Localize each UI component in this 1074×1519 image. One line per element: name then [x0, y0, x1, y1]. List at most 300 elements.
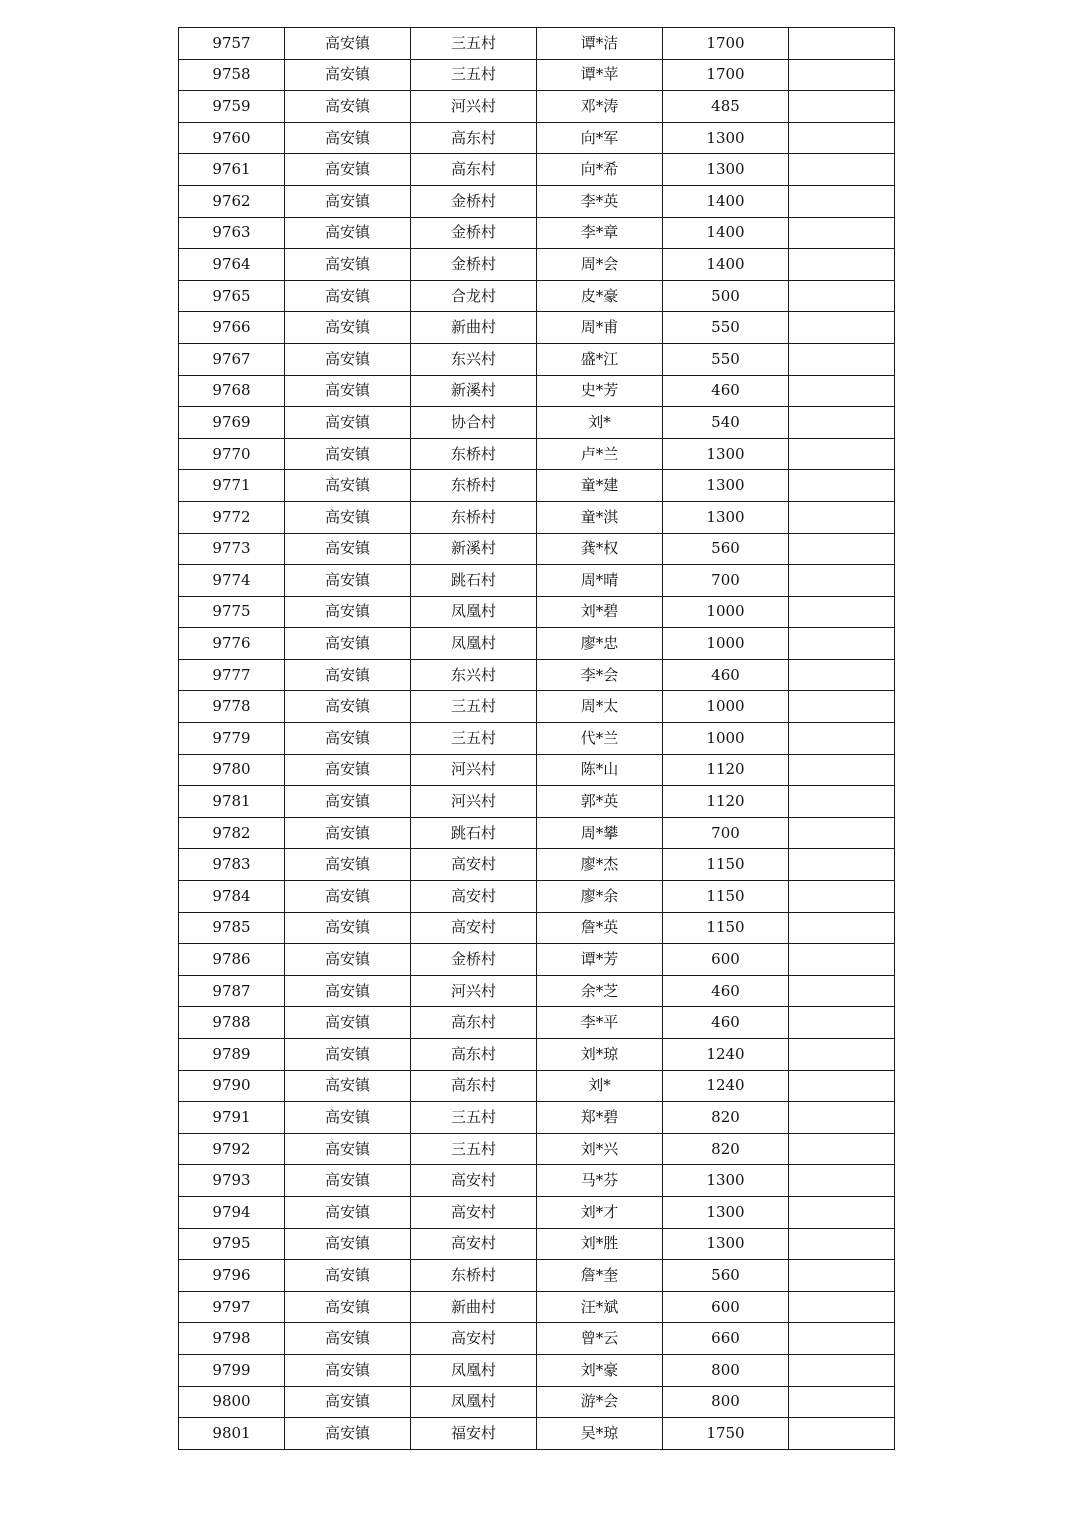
table-row: [179, 185, 895, 217]
serial-number-cell: 9779: [179, 723, 285, 755]
serial-number-cell: 9792: [179, 1133, 285, 1165]
table-row: [179, 407, 895, 439]
village-cell: 金桥村: [411, 249, 537, 281]
table-row: [179, 786, 895, 818]
town-cell: 高安镇: [285, 185, 411, 217]
remark-cell: [789, 438, 895, 470]
table-row: [179, 249, 895, 281]
amount-cell: 1300: [663, 470, 789, 502]
remark-cell: [789, 1070, 895, 1102]
amount-cell: 1300: [663, 501, 789, 533]
name-cell: 刘*兴: [537, 1133, 663, 1165]
amount-cell: 1000: [663, 628, 789, 660]
table-row: [179, 280, 895, 312]
serial-number-cell: 9794: [179, 1196, 285, 1228]
table-row: [179, 1260, 895, 1292]
remark-cell: [789, 1102, 895, 1134]
serial-number-cell: 9795: [179, 1228, 285, 1260]
town-cell: 高安镇: [285, 1165, 411, 1197]
village-cell: 河兴村: [411, 786, 537, 818]
village-cell: 东桥村: [411, 501, 537, 533]
village-cell: 新曲村: [411, 1291, 537, 1323]
town-cell: 高安镇: [285, 1386, 411, 1418]
table-row: [179, 1039, 895, 1071]
table-row: [179, 501, 895, 533]
amount-cell: 1000: [663, 691, 789, 723]
serial-number-cell: 9765: [179, 280, 285, 312]
town-cell: 高安镇: [285, 944, 411, 976]
town-cell: 高安镇: [285, 1323, 411, 1355]
remark-cell: [789, 185, 895, 217]
town-cell: 高安镇: [285, 1070, 411, 1102]
remark-cell: [789, 849, 895, 881]
table-row: [179, 343, 895, 375]
amount-cell: 1150: [663, 912, 789, 944]
town-cell: 高安镇: [285, 817, 411, 849]
village-cell: 金桥村: [411, 185, 537, 217]
name-cell: 廖*余: [537, 881, 663, 913]
amount-cell: 1300: [663, 1196, 789, 1228]
name-cell: 周*会: [537, 249, 663, 281]
village-cell: 东桥村: [411, 470, 537, 502]
name-cell: 刘*: [537, 407, 663, 439]
amount-cell: 820: [663, 1102, 789, 1134]
village-cell: 三五村: [411, 59, 537, 91]
remark-cell: [789, 280, 895, 312]
town-cell: 高安镇: [285, 375, 411, 407]
remark-cell: [789, 723, 895, 755]
serial-number-cell: 9782: [179, 817, 285, 849]
town-cell: 高安镇: [285, 565, 411, 597]
amount-cell: 1300: [663, 438, 789, 470]
name-cell: 刘*碧: [537, 596, 663, 628]
serial-number-cell: 9789: [179, 1039, 285, 1071]
remark-cell: [789, 1007, 895, 1039]
remark-cell: [789, 565, 895, 597]
village-cell: 三五村: [411, 1102, 537, 1134]
village-cell: 新溪村: [411, 375, 537, 407]
town-cell: 高安镇: [285, 1228, 411, 1260]
table-row: [179, 628, 895, 660]
table-row: [179, 1196, 895, 1228]
serial-number-cell: 9787: [179, 975, 285, 1007]
amount-cell: 560: [663, 533, 789, 565]
table-row: [179, 723, 895, 755]
town-cell: 高安镇: [285, 249, 411, 281]
remark-cell: [789, 1386, 895, 1418]
name-cell: 刘*胜: [537, 1228, 663, 1260]
remark-cell: [789, 1039, 895, 1071]
serial-number-cell: 9761: [179, 154, 285, 186]
village-cell: 高东村: [411, 1007, 537, 1039]
subsidy-register-table: [178, 27, 895, 1450]
table-row: [179, 849, 895, 881]
name-cell: 李*平: [537, 1007, 663, 1039]
town-cell: 高安镇: [285, 1260, 411, 1292]
table-row: [179, 881, 895, 913]
amount-cell: 1300: [663, 1228, 789, 1260]
remark-cell: [789, 122, 895, 154]
name-cell: 盛*江: [537, 343, 663, 375]
serial-number-cell: 9757: [179, 28, 285, 60]
town-cell: 高安镇: [285, 343, 411, 375]
serial-number-cell: 9776: [179, 628, 285, 660]
town-cell: 高安镇: [285, 1039, 411, 1071]
amount-cell: 600: [663, 1291, 789, 1323]
table-row: [179, 596, 895, 628]
town-cell: 高安镇: [285, 881, 411, 913]
amount-cell: 1120: [663, 754, 789, 786]
name-cell: 游*会: [537, 1386, 663, 1418]
village-cell: 三五村: [411, 1133, 537, 1165]
table-row: [179, 1228, 895, 1260]
serial-number-cell: 9762: [179, 185, 285, 217]
name-cell: 陈*山: [537, 754, 663, 786]
serial-number-cell: 9791: [179, 1102, 285, 1134]
town-cell: 高安镇: [285, 1418, 411, 1450]
town-cell: 高安镇: [285, 849, 411, 881]
town-cell: 高安镇: [285, 1007, 411, 1039]
amount-cell: 1120: [663, 786, 789, 818]
town-cell: 高安镇: [285, 217, 411, 249]
village-cell: 新溪村: [411, 533, 537, 565]
amount-cell: 550: [663, 343, 789, 375]
village-cell: 东兴村: [411, 343, 537, 375]
serial-number-cell: 9785: [179, 912, 285, 944]
town-cell: 高安镇: [285, 975, 411, 1007]
serial-number-cell: 9778: [179, 691, 285, 723]
serial-number-cell: 9774: [179, 565, 285, 597]
town-cell: 高安镇: [285, 1196, 411, 1228]
town-cell: 高安镇: [285, 754, 411, 786]
village-cell: 跳石村: [411, 565, 537, 597]
amount-cell: 800: [663, 1354, 789, 1386]
village-cell: 高安村: [411, 1196, 537, 1228]
serial-number-cell: 9784: [179, 881, 285, 913]
table-row: [179, 470, 895, 502]
amount-cell: 600: [663, 944, 789, 976]
name-cell: 向*希: [537, 154, 663, 186]
serial-number-cell: 9773: [179, 533, 285, 565]
remark-cell: [789, 1196, 895, 1228]
village-cell: 福安村: [411, 1418, 537, 1450]
serial-number-cell: 9767: [179, 343, 285, 375]
name-cell: 周*甫: [537, 312, 663, 344]
table-row: [179, 28, 895, 60]
amount-cell: 560: [663, 1260, 789, 1292]
town-cell: 高安镇: [285, 501, 411, 533]
village-cell: 高安村: [411, 912, 537, 944]
town-cell: 高安镇: [285, 91, 411, 123]
village-cell: 协合村: [411, 407, 537, 439]
town-cell: 高安镇: [285, 122, 411, 154]
town-cell: 高安镇: [285, 312, 411, 344]
name-cell: 童*淇: [537, 501, 663, 533]
remark-cell: [789, 154, 895, 186]
village-cell: 高东村: [411, 1039, 537, 1071]
name-cell: 李*章: [537, 217, 663, 249]
amount-cell: 1700: [663, 28, 789, 60]
village-cell: 高安村: [411, 849, 537, 881]
remark-cell: [789, 1323, 895, 1355]
village-cell: 东桥村: [411, 438, 537, 470]
amount-cell: 1300: [663, 1165, 789, 1197]
remark-cell: [789, 28, 895, 60]
name-cell: 廖*杰: [537, 849, 663, 881]
table-row: [179, 1007, 895, 1039]
remark-cell: [789, 1418, 895, 1450]
amount-cell: 1400: [663, 249, 789, 281]
serial-number-cell: 9796: [179, 1260, 285, 1292]
remark-cell: [789, 817, 895, 849]
serial-number-cell: 9783: [179, 849, 285, 881]
name-cell: 刘*才: [537, 1196, 663, 1228]
village-cell: 高安村: [411, 881, 537, 913]
village-cell: 三五村: [411, 691, 537, 723]
serial-number-cell: 9797: [179, 1291, 285, 1323]
town-cell: 高安镇: [285, 691, 411, 723]
table-row: [179, 1291, 895, 1323]
town-cell: 高安镇: [285, 407, 411, 439]
name-cell: 代*兰: [537, 723, 663, 755]
town-cell: 高安镇: [285, 912, 411, 944]
table-body: [179, 28, 895, 1450]
name-cell: 谭*芳: [537, 944, 663, 976]
serial-number-cell: 9786: [179, 944, 285, 976]
remark-cell: [789, 691, 895, 723]
table-row: [179, 1070, 895, 1102]
serial-number-cell: 9798: [179, 1323, 285, 1355]
table-row: [179, 154, 895, 186]
remark-cell: [789, 343, 895, 375]
town-cell: 高安镇: [285, 1102, 411, 1134]
amount-cell: 460: [663, 1007, 789, 1039]
name-cell: 刘*琼: [537, 1039, 663, 1071]
serial-number-cell: 9759: [179, 91, 285, 123]
amount-cell: 1150: [663, 881, 789, 913]
serial-number-cell: 9758: [179, 59, 285, 91]
name-cell: 李*英: [537, 185, 663, 217]
amount-cell: 460: [663, 375, 789, 407]
serial-number-cell: 9775: [179, 596, 285, 628]
table-row: [179, 375, 895, 407]
table-row: [179, 975, 895, 1007]
serial-number-cell: 9766: [179, 312, 285, 344]
name-cell: 汪*斌: [537, 1291, 663, 1323]
remark-cell: [789, 1228, 895, 1260]
amount-cell: 1300: [663, 122, 789, 154]
table-row: [179, 1386, 895, 1418]
table-row: [179, 659, 895, 691]
name-cell: 刘*豪: [537, 1354, 663, 1386]
name-cell: 龚*权: [537, 533, 663, 565]
remark-cell: [789, 217, 895, 249]
village-cell: 金桥村: [411, 217, 537, 249]
village-cell: 高安村: [411, 1323, 537, 1355]
amount-cell: 700: [663, 817, 789, 849]
town-cell: 高安镇: [285, 280, 411, 312]
name-cell: 詹*奎: [537, 1260, 663, 1292]
table-row: [179, 122, 895, 154]
village-cell: 三五村: [411, 723, 537, 755]
town-cell: 高安镇: [285, 470, 411, 502]
table-row: [179, 1133, 895, 1165]
name-cell: 周*太: [537, 691, 663, 723]
table-row: [179, 438, 895, 470]
name-cell: 童*建: [537, 470, 663, 502]
name-cell: 余*芝: [537, 975, 663, 1007]
village-cell: 金桥村: [411, 944, 537, 976]
amount-cell: 500: [663, 280, 789, 312]
name-cell: 邓*涛: [537, 91, 663, 123]
town-cell: 高安镇: [285, 28, 411, 60]
village-cell: 凤凰村: [411, 596, 537, 628]
town-cell: 高安镇: [285, 438, 411, 470]
table-row: [179, 312, 895, 344]
remark-cell: [789, 912, 895, 944]
village-cell: 东兴村: [411, 659, 537, 691]
name-cell: 李*会: [537, 659, 663, 691]
amount-cell: 1300: [663, 154, 789, 186]
name-cell: 吴*琼: [537, 1418, 663, 1450]
town-cell: 高安镇: [285, 1133, 411, 1165]
remark-cell: [789, 1165, 895, 1197]
table-row: [179, 1323, 895, 1355]
village-cell: 河兴村: [411, 754, 537, 786]
village-cell: 凤凰村: [411, 1386, 537, 1418]
village-cell: 跳石村: [411, 817, 537, 849]
name-cell: 刘*: [537, 1070, 663, 1102]
amount-cell: 1240: [663, 1070, 789, 1102]
serial-number-cell: 9800: [179, 1386, 285, 1418]
remark-cell: [789, 975, 895, 1007]
remark-cell: [789, 1354, 895, 1386]
amount-cell: 1750: [663, 1418, 789, 1450]
serial-number-cell: 9760: [179, 122, 285, 154]
serial-number-cell: 9793: [179, 1165, 285, 1197]
name-cell: 卢*兰: [537, 438, 663, 470]
village-cell: 河兴村: [411, 975, 537, 1007]
town-cell: 高安镇: [285, 596, 411, 628]
serial-number-cell: 9764: [179, 249, 285, 281]
remark-cell: [789, 944, 895, 976]
town-cell: 高安镇: [285, 59, 411, 91]
serial-number-cell: 9777: [179, 659, 285, 691]
village-cell: 河兴村: [411, 91, 537, 123]
remark-cell: [789, 628, 895, 660]
village-cell: 高安村: [411, 1228, 537, 1260]
remark-cell: [789, 1291, 895, 1323]
village-cell: 高东村: [411, 1070, 537, 1102]
table-row: [179, 944, 895, 976]
remark-cell: [789, 249, 895, 281]
town-cell: 高安镇: [285, 154, 411, 186]
serial-number-cell: 9768: [179, 375, 285, 407]
serial-number-cell: 9788: [179, 1007, 285, 1039]
amount-cell: 1400: [663, 185, 789, 217]
village-cell: 高东村: [411, 154, 537, 186]
serial-number-cell: 9763: [179, 217, 285, 249]
table-row: [179, 91, 895, 123]
remark-cell: [789, 659, 895, 691]
serial-number-cell: 9801: [179, 1418, 285, 1450]
town-cell: 高安镇: [285, 628, 411, 660]
table-row: [179, 217, 895, 249]
name-cell: 周*攀: [537, 817, 663, 849]
remark-cell: [789, 786, 895, 818]
table-row: [179, 1102, 895, 1134]
amount-cell: 1000: [663, 723, 789, 755]
amount-cell: 460: [663, 659, 789, 691]
name-cell: 马*芬: [537, 1165, 663, 1197]
town-cell: 高安镇: [285, 659, 411, 691]
name-cell: 谭*苹: [537, 59, 663, 91]
amount-cell: 1000: [663, 596, 789, 628]
table-row: [179, 691, 895, 723]
amount-cell: 550: [663, 312, 789, 344]
serial-number-cell: 9770: [179, 438, 285, 470]
serial-number-cell: 9799: [179, 1354, 285, 1386]
serial-number-cell: 9769: [179, 407, 285, 439]
serial-number-cell: 9772: [179, 501, 285, 533]
table-row: [179, 1418, 895, 1450]
amount-cell: 1400: [663, 217, 789, 249]
remark-cell: [789, 470, 895, 502]
name-cell: 周*晴: [537, 565, 663, 597]
amount-cell: 820: [663, 1133, 789, 1165]
serial-number-cell: 9780: [179, 754, 285, 786]
name-cell: 向*军: [537, 122, 663, 154]
remark-cell: [789, 312, 895, 344]
village-cell: 高安村: [411, 1165, 537, 1197]
amount-cell: 460: [663, 975, 789, 1007]
table-row: [179, 754, 895, 786]
name-cell: 郭*英: [537, 786, 663, 818]
remark-cell: [789, 1133, 895, 1165]
name-cell: 谭*洁: [537, 28, 663, 60]
remark-cell: [789, 59, 895, 91]
remark-cell: [789, 501, 895, 533]
village-cell: 东桥村: [411, 1260, 537, 1292]
table-row: [179, 912, 895, 944]
town-cell: 高安镇: [285, 533, 411, 565]
table-row: [179, 59, 895, 91]
remark-cell: [789, 407, 895, 439]
amount-cell: 540: [663, 407, 789, 439]
amount-cell: 1240: [663, 1039, 789, 1071]
remark-cell: [789, 91, 895, 123]
amount-cell: 700: [663, 565, 789, 597]
village-cell: 合龙村: [411, 280, 537, 312]
remark-cell: [789, 375, 895, 407]
name-cell: 皮*豪: [537, 280, 663, 312]
name-cell: 詹*英: [537, 912, 663, 944]
table-row: [179, 533, 895, 565]
remark-cell: [789, 596, 895, 628]
table-row: [179, 1354, 895, 1386]
name-cell: 曾*云: [537, 1323, 663, 1355]
village-cell: 三五村: [411, 28, 537, 60]
town-cell: 高安镇: [285, 723, 411, 755]
remark-cell: [789, 881, 895, 913]
name-cell: 郑*碧: [537, 1102, 663, 1134]
name-cell: 史*芳: [537, 375, 663, 407]
remark-cell: [789, 1260, 895, 1292]
amount-cell: 1150: [663, 849, 789, 881]
amount-cell: 1700: [663, 59, 789, 91]
town-cell: 高安镇: [285, 1354, 411, 1386]
village-cell: 凤凰村: [411, 1354, 537, 1386]
